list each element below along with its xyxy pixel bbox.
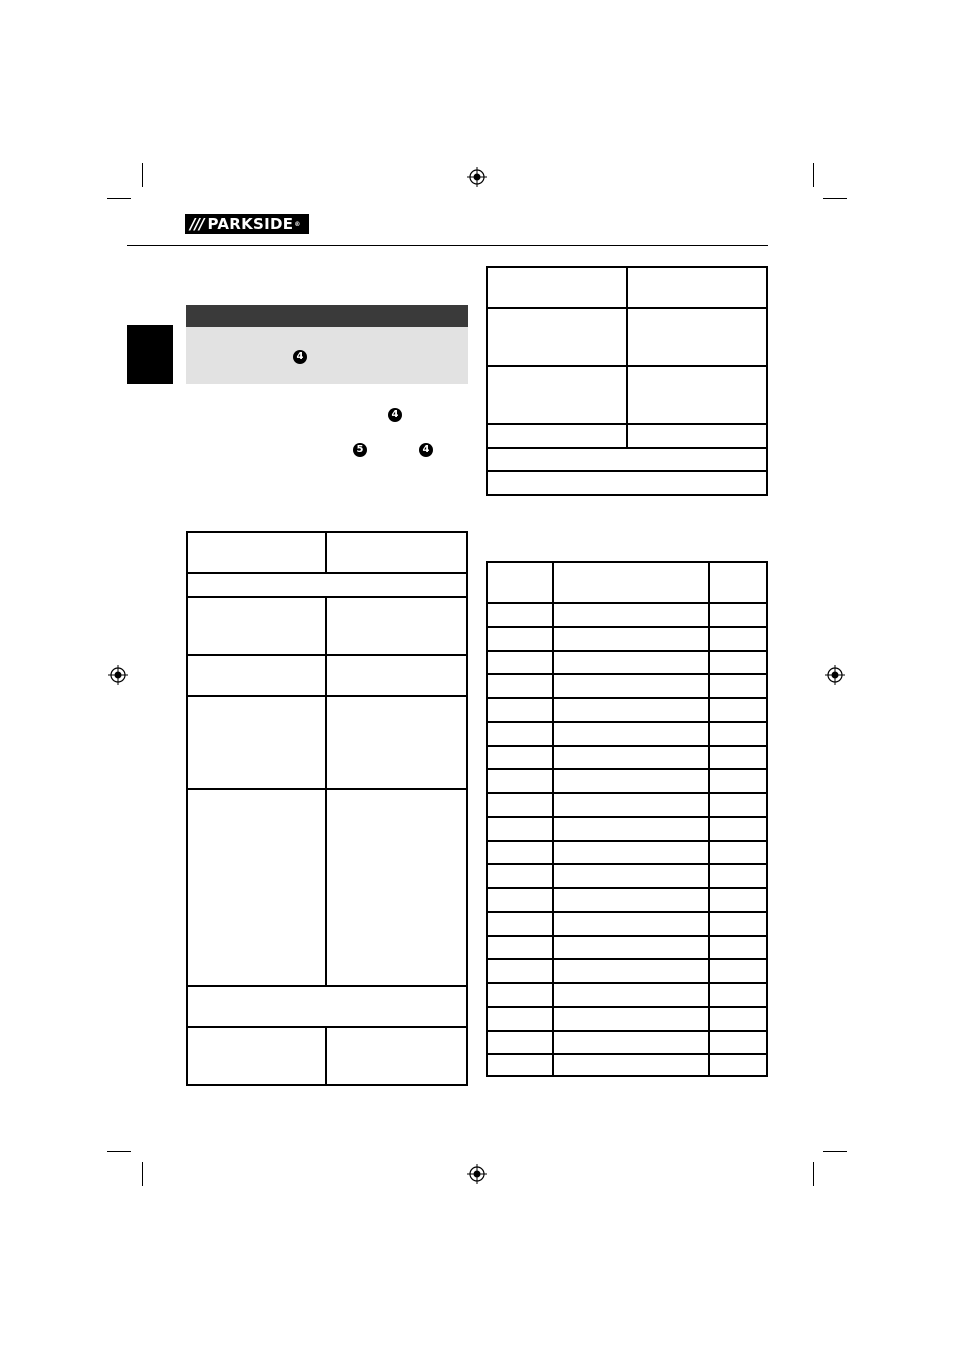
registration-mark-left-icon: [108, 665, 128, 685]
right-parts-table-row-line: [486, 816, 768, 818]
right-parts-table-row-line: [486, 1053, 768, 1055]
crop-mark-bottom-right-vertical: [813, 1162, 814, 1186]
left-table-row-line: [186, 695, 468, 697]
right-parts-table-row-line: [486, 982, 768, 984]
left-table-row-line: [186, 572, 468, 574]
right-parts-table-row-line: [486, 840, 768, 842]
right-top-table-row-line: [486, 307, 768, 309]
left-table-divider: [325, 1026, 327, 1086]
note-box-body: [186, 327, 468, 384]
right-top-table-row-line: [486, 447, 768, 449]
right-parts-table-row-line: [486, 721, 768, 723]
left-table-row-line: [186, 1026, 468, 1028]
right-parts-table-row-line: [486, 1006, 768, 1008]
note-box-header: [186, 305, 468, 327]
left-table-row-line: [186, 985, 468, 987]
right-top-table-row-line: [486, 470, 768, 472]
right-parts-table-row-line: [486, 697, 768, 699]
crop-mark-top-left-horizontal: [107, 198, 131, 199]
crop-mark-top-right-horizontal: [823, 198, 847, 199]
note-number-badge-icon: 4: [293, 350, 307, 364]
right-parts-table-col-divider: [708, 561, 710, 1077]
right-parts-table-row-line: [486, 602, 768, 604]
left-table-row-line: [186, 788, 468, 790]
right-parts-table: [486, 561, 768, 1077]
right-parts-table-row-line: [486, 1030, 768, 1032]
right-parts-table-row-line: [486, 626, 768, 628]
text-line2-number-badge-a-icon: 5: [353, 443, 367, 457]
crop-mark-bottom-left-horizontal: [107, 1151, 131, 1152]
left-table-divider: [325, 531, 327, 573]
right-parts-table-row-line: [486, 958, 768, 960]
registration-mark-right-icon: [825, 665, 845, 685]
right-parts-table-row-line: [486, 673, 768, 675]
crop-mark-bottom-right-horizontal: [823, 1151, 847, 1152]
right-parts-table-row-line: [486, 792, 768, 794]
brand-registered-mark: ®: [294, 220, 301, 228]
right-parts-table-row-line: [486, 768, 768, 770]
right-parts-table-row-line: [486, 745, 768, 747]
left-table-row-line: [186, 596, 468, 598]
left-table: [186, 531, 468, 1086]
text-line1-number-badge-icon: 4: [388, 408, 402, 422]
brand-logo: [185, 214, 309, 234]
right-parts-table-row-line: [486, 650, 768, 652]
registration-mark-bottom-icon: [467, 1164, 487, 1184]
registration-mark-top-icon: [467, 167, 487, 187]
right-top-table-divider: [626, 266, 628, 448]
right-parts-table-row-line: [486, 911, 768, 913]
brand-name: PARKSIDE: [207, 215, 294, 233]
crop-mark-top-right-vertical: [813, 163, 814, 187]
right-parts-table-col-divider: [552, 561, 554, 1077]
right-parts-table-row-line: [486, 935, 768, 937]
side-language-tab: [127, 325, 173, 384]
text-line2-number-badge-b-icon: 4: [419, 443, 433, 457]
crop-mark-bottom-left-vertical: [142, 1162, 143, 1186]
header-rule: [127, 245, 768, 246]
brand-slashes: ///: [190, 215, 204, 233]
right-top-table-row-line: [486, 365, 768, 367]
right-top-table-row-line: [486, 423, 768, 425]
crop-mark-top-left-vertical: [142, 163, 143, 187]
left-table-row-line: [186, 654, 468, 656]
right-parts-table-row-line: [486, 863, 768, 865]
right-parts-table-row-line: [486, 887, 768, 889]
